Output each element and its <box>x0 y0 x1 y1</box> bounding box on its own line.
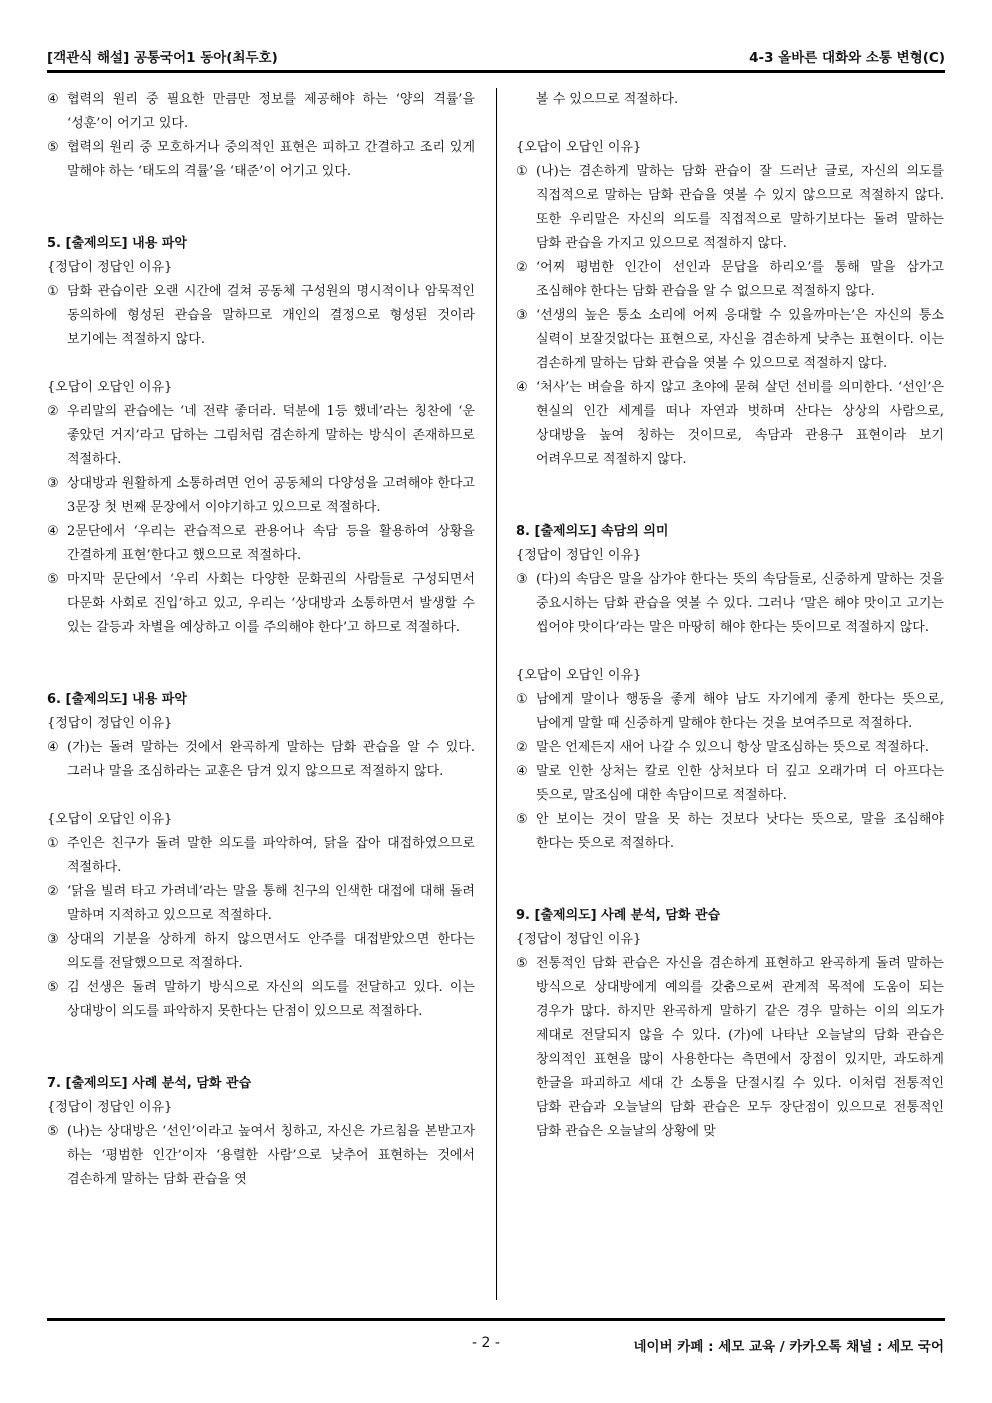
list-item <box>47 136 475 184</box>
item-text: 우리말의 관습에는 ‘네 전략 좋더라. 덕분에 1등 했네’라는 칭찬에 ‘운 좋았던 거지’라고 답하는 그림처럼 겸손하게 말하는 방식이 존재하므로 적절하다. <box>67 404 475 467</box>
item-marker: ③ <box>47 476 59 491</box>
list-item <box>47 976 475 1024</box>
item-marker: ④ <box>516 380 528 395</box>
right-column <box>516 88 944 1144</box>
list-item <box>516 760 944 808</box>
section-title: 5. [출제의도] 내용 파악 <box>47 236 187 251</box>
list-item <box>47 400 475 472</box>
list-item <box>516 376 944 472</box>
wrong-label: {오답이 오답인 이유} <box>47 812 173 827</box>
item-marker: ⑤ <box>516 956 528 971</box>
page-header <box>47 42 945 68</box>
section-title: 6. [출제의도] 내용 파악 <box>47 692 187 707</box>
item-text: 말은 언제든지 새어 나갈 수 있으니 항상 말조심하는 뜻으로 적절하다. <box>536 740 929 755</box>
item-text: 마지막 문단에서 ‘우리 사회는 다양한 문화권의 사람들로 구성되면서 다문화 사회로 진입’하고 있고, 우리는 ‘상대방과 소통하면서 발생할 수 있는 갈등과 차별을 예상하고 이를 주의해야 한다’고 하므로 적절하다. <box>67 572 475 635</box>
item-marker: ① <box>516 164 528 179</box>
list-item <box>47 736 475 784</box>
list-item <box>47 928 475 976</box>
item-marker: ① <box>516 692 528 707</box>
item-text: ‘처사’는 벼슬을 하지 않고 초야에 묻혀 살던 선비를 의미한다. ‘선인’은 현실의 인간 세계를 떠나 자연과 벗하며 산다는 상상의 사람으로, 상대방을 높여 칭하는 것이므로, 속담과 관용구 표현이라 보기 어려우므로 적절하지 않다. <box>536 380 944 467</box>
correct-label: {정답이 정답인 이유} <box>47 716 173 731</box>
item-text: 2문단에서 ‘우리는 관습적으로 관용어나 속담 등을 활용하여 상황을 간결하게 표현’한다고 했으므로 적절하다. <box>67 524 475 563</box>
list-item <box>47 880 475 928</box>
item-text: 협력의 원리 중 모호하거나 중의적인 표현은 피하고 간결하고 조리 있게 말해야 하는 ‘태도의 격률’을 ‘태준’이 어기고 있다. <box>67 140 475 179</box>
list-item <box>516 256 944 304</box>
list-item <box>47 280 475 352</box>
correct-label: {정답이 정답인 이유} <box>516 932 642 947</box>
item-text: 협력의 원리 중 필요한 만큼만 정보를 제공해야 하는 ‘양의 격률’을 ‘성훈’이 어기고 있다. <box>67 92 475 131</box>
item-marker: ① <box>47 284 59 299</box>
header-rule <box>47 70 945 73</box>
section-q8 <box>516 520 944 856</box>
item-marker: ② <box>516 740 528 755</box>
list-item <box>516 160 944 256</box>
item-text: (가)는 돌려 말하는 것에서 완곡하게 말하는 담화 관습을 알 수 있다. 그러나 말을 조심하라는 교훈은 담겨 있지 않으므로 적절하지 않다. <box>67 740 475 779</box>
footer-rule <box>47 1318 945 1321</box>
section-q5 <box>47 232 475 640</box>
page-footer <box>0 1332 992 1356</box>
item-text: (다)의 속담은 말을 삼가야 한다는 뜻의 속담들로, 신중하게 말하는 것을 중요시하는 담화 관습을 엿볼 수 있다. 그러나 ‘말은 해야 맛이고 고기는 씹어야 맛이다’라는 말은 마땅히 해야 한다는 뜻이므로 적절하지 않다. <box>536 572 944 635</box>
list-item <box>47 1120 475 1192</box>
item-marker: ④ <box>47 524 59 539</box>
item-marker: ⑤ <box>516 812 528 827</box>
wrong-label: {오답이 오답인 이유} <box>516 140 642 155</box>
item-text: ‘닭을 빌려 타고 가려네’라는 말을 통해 친구의 인색한 대접에 대해 돌려 말하며 지적하고 있으므로 적절하다. <box>67 884 475 923</box>
item-marker: ⑤ <box>47 572 59 587</box>
list-item <box>47 832 475 880</box>
list-item <box>47 472 475 520</box>
item-text: 말로 인한 상처는 칼로 인한 상처보다 더 깊고 오래가며 더 아프다는 뜻으로, 말조심에 대한 속담이므로 적절하다. <box>536 764 944 803</box>
item-text: 담화 관습이란 오랜 시간에 걸쳐 공동체 구성원의 명시적이나 암묵적인 동의하에 형성된 관습을 말하므로 개인의 결정으로 형성된 것이라 보기에는 적절하지 않다. <box>67 284 475 347</box>
correct-label: {정답이 정답인 이유} <box>516 548 642 563</box>
list-item <box>47 520 475 568</box>
list-item <box>47 568 475 640</box>
item-marker: ⑤ <box>47 140 59 155</box>
section-title: 7. [출제의도] 사례 분석, 담화 관습 <box>47 1076 252 1091</box>
item-marker: ④ <box>47 92 59 107</box>
item-marker: ④ <box>47 740 59 755</box>
list-item <box>516 688 944 736</box>
item-text: 남에게 말이나 행동을 좋게 해야 남도 자기에게 좋게 한다는 뜻으로, 남에게 말할 때 신중하게 말해야 한다는 것을 보여주므로 적절하다. <box>536 692 944 731</box>
item-marker: ④ <box>516 764 528 779</box>
section-q9 <box>516 904 944 1144</box>
section-q6 <box>47 688 475 1024</box>
list-item <box>516 568 944 640</box>
item-marker: ⑤ <box>47 1124 59 1139</box>
item-marker: ② <box>47 884 59 899</box>
item-marker: ② <box>47 404 59 419</box>
page-number: - 2 - <box>472 1335 500 1351</box>
section-q4-continuation <box>47 88 475 184</box>
item-marker: ② <box>516 260 528 275</box>
item-marker: ③ <box>47 932 59 947</box>
list-item <box>516 808 944 856</box>
correct-label: {정답이 정답인 이유} <box>47 260 173 275</box>
correct-label: {정답이 정답인 이유} <box>47 1100 173 1115</box>
section-title: 8. [출제의도] 속담의 의미 <box>516 524 669 539</box>
section-q7 <box>47 1072 475 1192</box>
item-marker: ① <box>47 836 59 851</box>
list-item <box>516 304 944 376</box>
wrong-label: {오답이 오답인 이유} <box>47 380 173 395</box>
item-text: 주인은 친구가 돌려 말한 의도를 파악하여, 닭을 잡아 대접하였으므로 적절하다. <box>67 836 475 875</box>
header-left-title: [객관식 해설] 공통국어1 동아(최두호) <box>47 50 278 66</box>
item-marker: ③ <box>516 308 528 323</box>
item-marker: ⑤ <box>47 980 59 995</box>
footer-channel-info: 네이버 카페 : 세모 교육 / 카카오톡 채널 : 세모 국어 <box>633 1339 944 1355</box>
q7-continuation: 볼 수 있으므로 적절하다. <box>536 92 679 107</box>
header-right-title: 4-3 올바른 대화와 소통 변형(C) <box>749 50 945 66</box>
item-text: ‘선생의 높은 퉁소 소리에 어찌 응대할 수 있을까마는’은 자신의 퉁소 실력이 보잘것없다는 표현으로, 자신을 겸손하게 낮추는 표현이다. 이는 겸손하게 말하는 담화 관습을 엿볼 수 있으므로 적절하지 않다. <box>536 308 944 371</box>
item-text: (나)는 겸손하게 말하는 담화 관습이 잘 드러난 글로, 자신의 의도를 직접적으로 말하는 담화 관습을 엿볼 수 있지 않으므로 적절하지 않다. 또한 우리말은 자신의 의도를 직접적으로 말하기보다는 돌려 말하는 담화 관습을 가지고 있으므로 적절하지 않다. <box>536 164 944 251</box>
wrong-label: {오답이 오답인 이유} <box>516 668 642 683</box>
left-column <box>47 88 475 1192</box>
item-text: ‘어찌 평범한 인간이 선인과 문답을 하리오’를 통해 말을 삼가고 조심해야 한다는 담화 관습을 알 수 없으므로 적절하지 않다. <box>536 260 944 299</box>
list-item <box>516 952 944 1144</box>
item-marker: ③ <box>516 572 528 587</box>
list-item <box>47 88 475 136</box>
list-item <box>516 736 944 760</box>
item-text: 상대방과 원활하게 소통하려면 언어 공동체의 다양성을 고려해야 한다고 3문장 첫 번째 문장에서 이야기하고 있으므로 적절하다. <box>67 476 475 515</box>
item-text: (나)는 상대방은 ‘선인’이라고 높여서 칭하고, 자신은 가르침을 본받고자 하는 ‘평범한 인간’이자 ‘용렬한 사람’으로 낮추어 표현하는 것에서 겸손하게 말하는 담화 관습을 엿 <box>67 1124 475 1187</box>
item-text: 김 선생은 돌려 말하기 방식으로 자신의 의도를 전달하고 있다. 이는 상대방이 의도를 파악하지 못한다는 단점이 있으므로 적절하다. <box>67 980 475 1019</box>
section-title: 9. [출제의도] 사례 분석, 담화 관습 <box>516 908 721 923</box>
item-text: 안 보이는 것이 말을 못 하는 것보다 낫다는 뜻으로, 말을 조심해야 한다는 뜻으로 적절하다. <box>536 812 944 851</box>
item-text: 상대의 기분을 상하게 하지 않으면서도 안주를 대접받았으면 한다는 의도를 전달했으므로 적절하다. <box>67 932 475 971</box>
item-text: 전통적인 담화 관습은 자신을 겸손하게 표현하고 완곡하게 돌려 말하는 방식으로 상대방에게 예의를 갖춤으로써 관계적 목적에 도움이 되는 경우가 많다. 하지만 완곡하게 말하기 같은 경우 말하는 이의 의도가 제대로 전달되지 않을 수 있다. (가)에 나타난 오늘날의 담화 관습은 창의적인 표현을 많이 사용한다는 측면에서 장점이 있지만, 과도하게 한글을 파괴하고 세대 간 소통을 단절시킬 수 있다. 이처럼 전통적인 담화 관습과 오늘날의 담화 관습은 모두 장단점이 있으므로 전통적인 담화 관습은 오늘날의 상황에 맞 <box>536 956 944 1139</box>
column-divider <box>496 88 497 1300</box>
